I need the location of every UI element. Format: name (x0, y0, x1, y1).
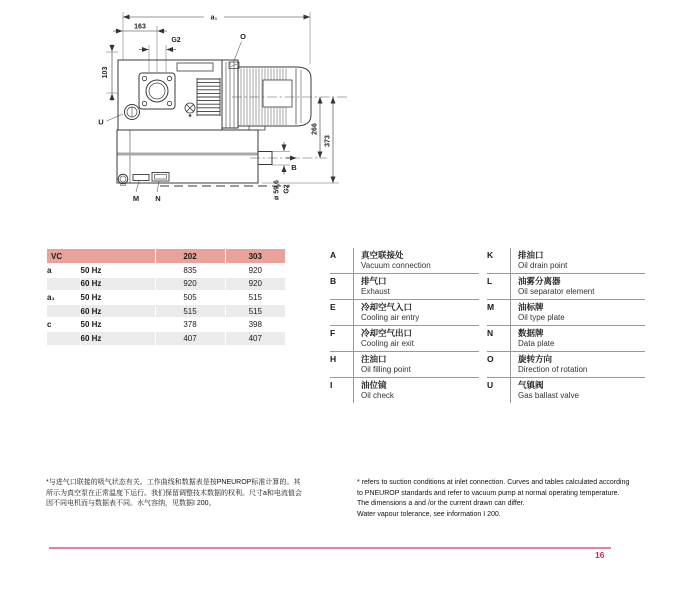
footnote-chinese (46, 478, 338, 510)
page-number: 16 (595, 550, 605, 560)
motor (238, 67, 311, 130)
legend-item-N (487, 326, 645, 352)
dim-label-g2-bottom: G2 (283, 184, 291, 194)
dim-cell (47, 277, 80, 291)
table-row (47, 304, 285, 318)
legend-item-M (487, 300, 645, 326)
value-202: 378 (155, 318, 225, 332)
rotation-marker (229, 42, 242, 69)
value-202: 407 (155, 331, 225, 345)
dim-label-diameter: ø 59,6 (273, 180, 281, 200)
legend-zh: 油标牌 (518, 301, 544, 312)
legend-en: Direction of rotation (518, 364, 588, 374)
value-303: 398 (225, 318, 285, 332)
legend-key: L (487, 276, 493, 286)
table-row (47, 318, 285, 332)
value-303: 920 (225, 277, 285, 291)
footnote-english (357, 478, 649, 520)
legend-zh: 旋转方向 (518, 353, 553, 364)
ref-label-m: M (132, 194, 140, 203)
value-303: 920 (225, 264, 285, 278)
dim-cell: a₁ (47, 291, 80, 305)
hz-cell: 50 Hz (80, 291, 155, 305)
legend-key: I (330, 380, 333, 390)
legend-left-column (330, 248, 479, 403)
legend-item-U (487, 378, 645, 403)
dim-cell (47, 331, 80, 345)
legend-en: Gas ballast valve (518, 390, 579, 400)
legend-zh: 油雾分离器 (518, 275, 561, 286)
legend-key: O (487, 354, 494, 364)
legend-item-K (487, 248, 645, 274)
table-header-202: 202 (155, 249, 225, 264)
legend-en: Data plate (518, 338, 555, 348)
value-303: 515 (225, 291, 285, 305)
legend-zh: 油位镜 (361, 379, 387, 390)
dimension-g2-inlet (139, 45, 176, 72)
dim-cell (47, 304, 80, 318)
legend-zh: 冷却空气出口 (361, 327, 413, 338)
ref-label-b: B (291, 163, 297, 172)
dim-label-g2-top: G2 (171, 37, 181, 44)
motor-terminal-box (263, 80, 292, 107)
legend-en: Cooling air entry (361, 312, 420, 322)
legend-en: Oil filling point (361, 364, 411, 374)
hz-cell: 60 Hz (80, 331, 155, 345)
legend-key: N (487, 328, 494, 338)
pump-cooling-fins (197, 78, 220, 116)
hz-cell: 60 Hz (80, 304, 155, 318)
legend-en: Oil separator element (518, 286, 595, 296)
footer-rule (49, 547, 611, 549)
flange-bolt-holes (142, 76, 171, 105)
legend-item-F (330, 326, 479, 352)
hz-cell: 60 Hz (80, 277, 155, 291)
pump-dimension-drawing (95, 5, 360, 220)
footnote-zh-line: 所示为真空泵在正常温度下运行。我们保留调整技术数据的权利。尺寸a和电流值会 (46, 489, 302, 497)
plates (133, 173, 169, 193)
legend-key: A (330, 250, 337, 260)
table-header-row (47, 249, 285, 264)
value-202: 920 (155, 277, 225, 291)
table-header-spacer (80, 249, 155, 264)
legend-zh: 排油口 (518, 249, 544, 260)
legend-key: F (330, 328, 336, 338)
u-leader (107, 114, 124, 121)
legend-right-column (487, 248, 645, 403)
legend-en: Oil check (361, 390, 394, 400)
coupling-housing (222, 60, 238, 128)
footnote-en-line: to PNEUROP standards and refer to vacuum pump at normal operating temperature. (357, 489, 620, 497)
legend-key: H (330, 354, 337, 364)
footnote-zh-line: 因不同电机而与数据表不同。水气容纳，见数据I 200。 (46, 500, 216, 508)
legend-en: Oil type plate (518, 312, 565, 322)
legend-item-E (330, 300, 479, 326)
table-header-303: 303 (225, 249, 285, 264)
legend-zh: 注油口 (361, 353, 387, 364)
dim-cell: a (47, 264, 80, 278)
footnote-en-line: Water vapour tolerance, see information I 200. (357, 510, 501, 518)
oil-type-plate (133, 175, 149, 181)
table-row (47, 264, 285, 278)
value-202: 835 (155, 264, 225, 278)
legend-key: U (487, 380, 494, 390)
legend-item-L (487, 274, 645, 300)
dim-label-266: 266 (311, 123, 319, 135)
legend-en: Cooling air exit (361, 338, 414, 348)
legend-en: Oil drain point (518, 260, 568, 270)
ref-label-u: U (98, 117, 104, 127)
valve-glyph (185, 103, 195, 116)
table-header-model: VC (47, 249, 80, 264)
legend-zh: 冷却空气入口 (361, 301, 413, 312)
legend-item-O (487, 352, 645, 378)
drain-foot (118, 174, 128, 185)
legend-item-A (330, 248, 479, 274)
legend-item-H (330, 352, 479, 378)
table-row (47, 331, 285, 345)
legend-zh: 数据牌 (518, 327, 544, 338)
dimension-163 (113, 23, 167, 72)
legend-item-I (330, 378, 479, 403)
dim-label-373: 373 (324, 135, 332, 147)
table-row (47, 291, 285, 305)
dim-cell: c (47, 318, 80, 332)
footnote-zh-line: *与进气口联接的吸气状态有关。工作曲线和数据表是按PNEUROP标准计算的。其 (46, 479, 301, 486)
table-row (47, 277, 285, 291)
legend-key: M (487, 302, 495, 312)
footnote-en-line: * refers to suction conditions at inlet connection. Curves and tables calculated according (357, 479, 630, 486)
legend-item-B (330, 274, 479, 300)
value-303: 515 (225, 304, 285, 318)
legend-key: B (330, 276, 337, 286)
legend-zh: 真空联接处 (361, 249, 404, 260)
legend-key: E (330, 302, 336, 312)
value-202: 505 (155, 291, 225, 305)
legend-zh: 气镇阀 (518, 379, 544, 390)
dim-label-163: 163 (134, 23, 146, 31)
value-202: 515 (155, 304, 225, 318)
ref-label-n: N (155, 194, 161, 203)
value-303: 407 (225, 331, 285, 345)
hz-cell: 50 Hz (80, 264, 155, 278)
legend-zh: 排气口 (361, 275, 387, 286)
ref-label-o: O (240, 32, 246, 41)
legend-en: Exhaust (361, 286, 390, 296)
dim-label-103: 103 (102, 66, 109, 79)
legend-key: K (487, 250, 494, 260)
dimensions-table (47, 249, 285, 346)
dim-label-a1: a₁ (210, 14, 218, 22)
hz-cell: 50 Hz (80, 318, 155, 332)
gas-ballast-knob (125, 105, 140, 120)
legend-en: Vacuum connection (361, 260, 431, 270)
footnote-en-line: The dimensions a and /or the current drawn can differ. (357, 500, 525, 508)
